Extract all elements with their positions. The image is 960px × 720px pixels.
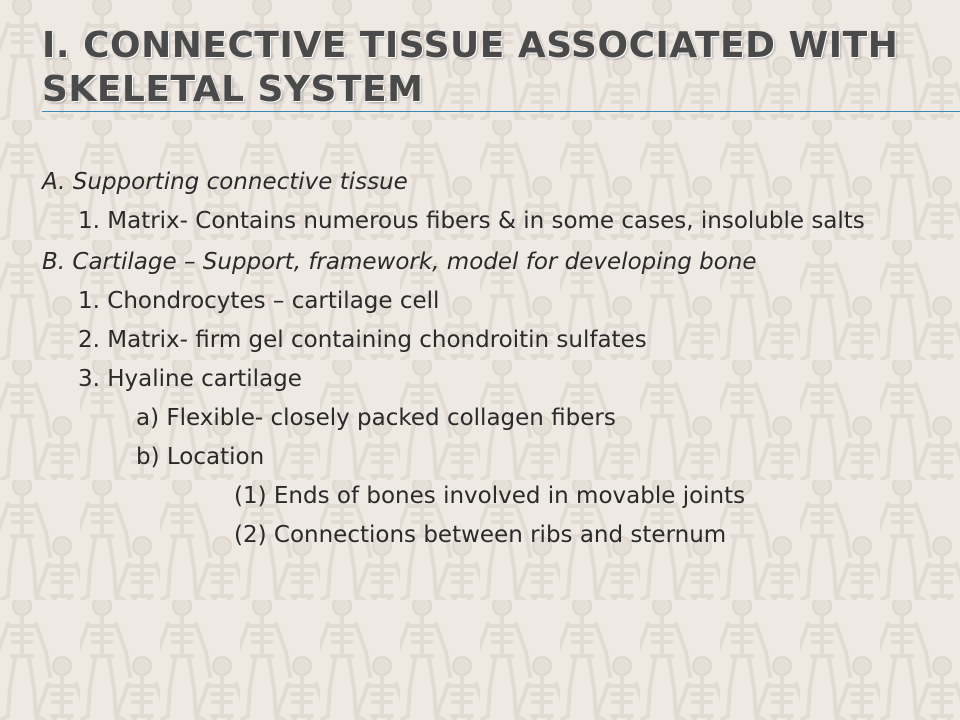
slide-title: I. CONNECTIVE TISSUE ASSOCIATED WITH SKELETAL SYSTEM: [42, 25, 899, 110]
outline-item-b3: 3. Hyaline cartilage: [78, 366, 302, 392]
outline-item-b1: 1. Chondrocytes – cartilage cell: [78, 288, 440, 314]
title-underline: [42, 111, 960, 112]
outline-item-b3b1: (1) Ends of bones involved in movable joints: [234, 483, 746, 509]
outline-item-b3b: b) Location: [136, 444, 265, 470]
outline-item-b: B. Cartilage – Support, framework, model for developing bone: [42, 249, 757, 275]
outline-item-b3a: a) Flexible- closely packed collagen fibers: [136, 405, 616, 431]
outline-item-b2: 2. Matrix- firm gel containing chondroitin sulfates: [78, 327, 647, 353]
outline-item-a: A. Supporting connective tissue: [42, 169, 408, 195]
slide-outline: [42, 164, 932, 550]
outline-item-b3b2: (2) Connections between ribs and sternum: [234, 522, 727, 548]
outline-item-a1: 1. Matrix- Contains numerous fibers & in some cases, insoluble salts: [78, 208, 865, 234]
